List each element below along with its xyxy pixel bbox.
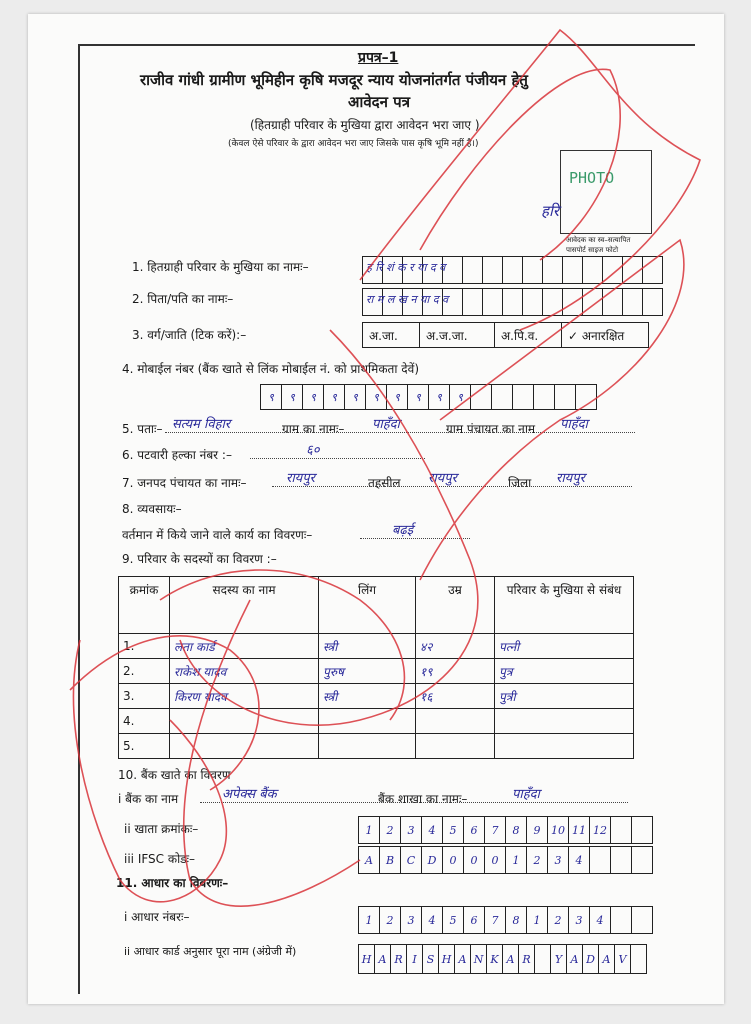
member-serial: 5. [119,734,170,759]
bank-branch: पाहँदा [512,787,540,802]
form-number: प्रपत्र–1 [358,50,399,66]
table-row [119,634,634,659]
char-box[interactable]: 7 [485,906,506,934]
q7-district: रायपुर [556,471,585,486]
char-box[interactable]: A [359,846,380,874]
char-box[interactable] [576,384,597,410]
table-row [119,709,634,734]
char-box[interactable] [534,384,555,410]
q3-category-options [362,322,649,348]
q8-dotted-line [360,538,470,539]
members-table [118,576,634,759]
char-box[interactable]: 4 [422,906,443,934]
q5-address: सत्यम विहार [172,417,231,432]
table-row [119,659,634,684]
char-box[interactable]: 8 [506,906,527,934]
member-age: १९ [416,659,495,684]
q2-value: रा म ल ख न या द व [366,293,449,306]
members-header-row [119,577,634,634]
char-box[interactable] [631,944,647,974]
member-gender[interactable] [319,734,416,759]
option-obc[interactable]: अ.पि.व. [495,322,562,348]
q3-label: 3. वर्ग/जाति (टिक करें):– [132,328,247,342]
member-gender: पुरुष [319,659,416,684]
aadhaar-name-label: ii आधार कार्ड अनुसार पूरा नाम (अंग्रेजी में) [124,945,297,958]
char-box[interactable] [463,288,483,316]
char-box[interactable]: 2 [548,906,569,934]
aadhaar-section-label: 11. आधार का विवरणः– [116,876,229,890]
member-age[interactable] [416,734,495,759]
member-name: राकेश यादव [170,659,319,684]
char-box[interactable]: 1 [527,906,548,934]
bank-section-label: 10. बैंक खाते का विवरण [118,768,231,782]
char-box[interactable] [543,256,563,284]
char-box[interactable]: R [519,944,535,974]
form-title-line2: आवेदन पत्र [348,93,410,111]
member-gender: स्त्री [319,634,416,659]
char-box[interactable]: A [375,944,391,974]
option-sc[interactable]: अ.जा. [363,322,420,348]
member-relation[interactable] [495,734,634,759]
q8-label: 8. व्यवसायः– [122,502,182,516]
member-serial: 3. [119,684,170,709]
q5-panchayat: पाहँदा [560,417,588,432]
char-box[interactable]: N [471,944,487,974]
char-box[interactable] [523,256,543,284]
q1-label: 1. हितग्राही परिवार के मुखिया का नामः– [132,260,309,274]
char-box[interactable]: 0 [443,846,464,874]
char-box[interactable] [632,816,653,844]
member-name: किरण यादव [170,684,319,709]
char-box[interactable]: H [439,944,455,974]
ifsc-code-boxes[interactable] [358,846,653,874]
char-box[interactable] [583,288,603,316]
char-box[interactable]: 4 [590,906,611,934]
char-box[interactable] [563,256,583,284]
member-serial: 1. [119,634,170,659]
q6-value: ६० [306,443,320,458]
char-box[interactable] [513,384,534,410]
member-relation: पत्नी [495,634,634,659]
char-box[interactable]: 3 [401,906,422,934]
photo-signature: हरि [541,202,559,220]
q7-tehsil-label: तहसील [368,476,401,490]
aadhaar-number-boxes[interactable] [358,906,653,934]
form-note: (केवल ऐसे परिवार के द्वारा आवेदन भरा जाए जिसके पास कृषि भूमि नहीं है।) [228,139,479,149]
char-box[interactable] [583,256,603,284]
q1-value: ह रि शं क र या द व [366,261,446,274]
char-box[interactable] [611,816,632,844]
member-relation: पुत्र [495,659,634,684]
account-label: ii खाता क्रमांकः– [124,822,199,836]
member-gender[interactable] [319,709,416,734]
member-relation: पुत्री [495,684,634,709]
option-st[interactable]: अ.ज.जा. [420,322,495,348]
header-serial: क्रमांक [119,577,170,634]
q7-dotted-line [272,486,632,487]
q6-label: 6. पटवारी हल्का नंबर :– [122,448,232,462]
char-box[interactable]: 1 [506,846,527,874]
photo-caption-1: आवेदक का स्व–सत्यापित [566,236,631,244]
char-box[interactable] [623,256,643,284]
char-box[interactable] [471,384,492,410]
form-title-line1: राजीव गांधी ग्रामीण भूमिहीन कृषि मजदूर न्याय योजनांतर्गत पंजीयन हेतु [140,71,528,89]
q8-current-label: वर्तमान में किये जाने वाले कार्य का विवरणः– [122,528,313,542]
bank-branch-label: बैंक शाखा का नामः– [378,792,468,806]
q5-address-label: 5. पताः– [122,422,163,436]
char-box[interactable] [535,944,551,974]
member-serial: 4. [119,709,170,734]
q7-district-label: जिला [508,476,532,490]
member-name[interactable] [170,709,319,734]
char-box[interactable]: ९ [387,384,408,410]
char-box[interactable] [503,256,523,284]
char-box[interactable]: Y [551,944,567,974]
table-row [119,734,634,759]
member-age: ४२ [416,634,495,659]
char-box[interactable] [643,288,663,316]
q5-village: पाहँदा [372,417,400,432]
char-box[interactable]: A [503,944,519,974]
table-row [119,684,634,709]
char-box[interactable]: 10 [548,816,569,844]
char-box[interactable]: ९ [324,384,345,410]
photo-box [541,150,652,234]
char-box[interactable]: D [422,846,443,874]
char-box[interactable]: A [455,944,471,974]
member-age: १६ [416,684,495,709]
char-box[interactable] [503,288,523,316]
char-box[interactable]: 12 [590,816,611,844]
char-box[interactable] [632,846,653,874]
char-box[interactable]: 1 [359,906,380,934]
char-box[interactable] [543,288,563,316]
char-box[interactable]: 0 [464,846,485,874]
char-box[interactable]: 8 [506,816,527,844]
char-box[interactable]: H [359,944,375,974]
char-box[interactable]: 2 [380,906,401,934]
bank-dotted-line [200,802,628,803]
char-box[interactable]: 0 [485,846,506,874]
char-box[interactable]: K [487,944,503,974]
char-box[interactable]: 11 [569,816,590,844]
q7-tehsil: रायपुर [428,471,457,486]
char-box[interactable]: 6 [464,816,485,844]
char-box[interactable] [590,846,611,874]
header-age: उम्र [416,577,495,634]
char-box[interactable] [632,906,653,934]
member-age[interactable] [416,709,495,734]
q5-dotted-line [165,432,635,433]
ifsc-label: iii IFSC कोडः– [124,852,196,866]
char-box[interactable]: ९ [261,384,282,410]
char-box[interactable] [611,906,632,934]
q4-label: 4. मोबाईल नंबर (बैंक खाते से लिंक मोबाईल नं. को प्राथमिकता देवें) [122,362,420,376]
char-box[interactable]: 4 [569,846,590,874]
char-box[interactable] [623,288,643,316]
char-box[interactable]: ९ [303,384,324,410]
char-box[interactable]: ९ [450,384,471,410]
bank-name-label: i बैंक का नाम [118,792,179,806]
q7-label: 7. जनपद पंचायत का नामः– [122,476,247,490]
char-box[interactable]: B [380,846,401,874]
char-box[interactable]: 9 [527,816,548,844]
char-box[interactable] [523,288,543,316]
char-box[interactable]: 2 [380,816,401,844]
char-box[interactable]: 7 [485,816,506,844]
q6-dotted-line [250,458,425,459]
form-subtitle: (हितग्राही परिवार के मुखिया द्वारा आवेदन भरा जाए ) [250,118,480,132]
member-gender: स्त्री [319,684,416,709]
char-box[interactable] [611,846,632,874]
char-box[interactable] [643,256,663,284]
char-box[interactable] [563,288,583,316]
char-box[interactable]: 6 [464,906,485,934]
header-gender: लिंग [319,577,416,634]
account-number-boxes[interactable] [358,816,653,844]
char-box[interactable]: ९ [408,384,429,410]
char-box[interactable] [492,384,513,410]
char-box[interactable]: 4 [422,816,443,844]
char-box[interactable]: 5 [443,906,464,934]
option-general[interactable]: ✓ अनारक्षित [562,322,649,348]
char-box[interactable] [483,256,503,284]
char-box[interactable] [443,256,463,284]
char-box[interactable] [463,256,483,284]
member-name[interactable] [170,734,319,759]
member-relation[interactable] [495,709,634,734]
q4-mobile-boxes[interactable] [260,384,597,410]
member-serial: 2. [119,659,170,684]
char-box[interactable]: C [401,846,422,874]
photo-caption-2: पासपोर्ट साइज फोटो [566,246,619,254]
char-box[interactable]: ९ [366,384,387,410]
char-box[interactable]: 5 [443,816,464,844]
form-border-top [78,44,695,46]
header-relation: परिवार के मुखिया से संबंध [495,577,634,634]
char-box[interactable]: A [567,944,583,974]
char-box[interactable]: 3 [548,846,569,874]
aadhaar-name-boxes[interactable] [358,944,647,974]
char-box[interactable]: ९ [345,384,366,410]
member-name: लता कार्ड [170,634,319,659]
char-box[interactable]: A [599,944,615,974]
q7-janpad: रायपुर [286,471,315,486]
q2-label: 2. पिता/पति का नामः– [132,292,234,306]
char-box[interactable]: 3 [569,906,590,934]
q5-panchayat-label: ग्राम पंचायत का नाम [446,422,536,436]
char-box[interactable]: ९ [282,384,303,410]
char-box[interactable]: D [583,944,599,974]
char-box[interactable]: 3 [401,816,422,844]
char-box[interactable] [483,288,503,316]
char-box[interactable] [603,256,623,284]
char-box[interactable]: V [615,944,631,974]
char-box[interactable]: ९ [429,384,450,410]
char-box[interactable] [555,384,576,410]
char-box[interactable]: 1 [359,816,380,844]
q9-label: 9. परिवार के सदस्यों का विवरण :– [122,552,277,566]
header-name: सदस्य का नाम [170,577,319,634]
char-box[interactable]: 2 [527,846,548,874]
char-box[interactable]: R [391,944,407,974]
char-box[interactable]: S [423,944,439,974]
photo-label: PHOTO [569,169,615,187]
q5-village-label: ग्राम का नामः– [282,422,345,436]
char-box[interactable] [603,288,623,316]
char-box[interactable]: I [407,944,423,974]
aadhaar-number-label: i आधार नंबरः– [124,910,190,924]
form-border-left [78,44,80,994]
bank-name: अपेक्स बैंक [222,787,277,802]
q8-current-value: बढ़ई [392,523,414,538]
